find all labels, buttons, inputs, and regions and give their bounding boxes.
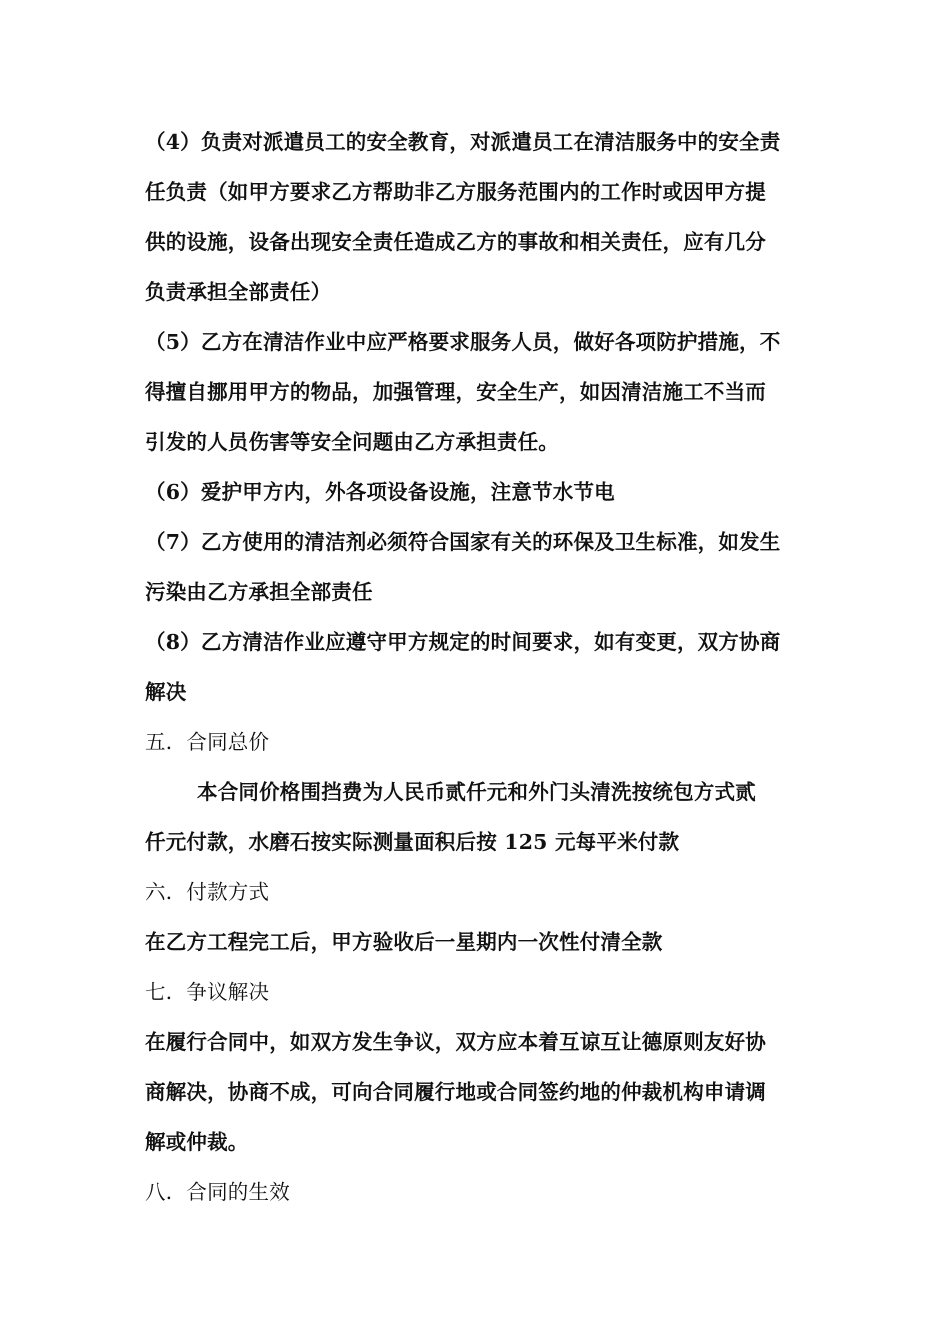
section-7-paragraph-line-1: 在履行合同中，如双方发生争议，双方应本着互谅互让德原则友好协 [145,1030,766,1054]
section-6-heading: 六．付款方式 [145,880,270,904]
section-8-heading: 八．合同的生效 [145,1180,290,1204]
clause-5-line-2: 得擅自挪用甲方的物品，加强管理，安全生产，如因清洁施工不当而 [145,380,766,404]
section-5-paragraph-line-2: 仟元付款，水磨石按实际测量面积后按 125 元每平米付款 [145,830,680,854]
clause-8-line-2: 解决 [145,680,187,704]
section-5-heading: 五．合同总价 [145,730,270,754]
clause-5-line-1: （5）乙方在清洁作业中应严格要求服务人员，做好各项防护措施，不 [145,330,781,354]
section-7-paragraph-line-2: 商解决，协商不成，可向合同履行地或合同签约地的仲裁机构申请调 [145,1080,766,1104]
clause-8-line-1: （8）乙方清洁作业应遵守甲方规定的时间要求，如有变更，双方协商 [145,630,781,654]
section-6-paragraph-line-1: 在乙方工程完工后，甲方验收后一星期内一次性付清全款 [145,930,663,954]
section-5-paragraph-line-1: 本合同价格围挡费为人民币贰仟元和外门头清洗按统包方式贰 [197,780,756,804]
clause-5-line-3: 引发的人员伤害等安全问题由乙方承担责任。 [145,430,559,454]
clause-4-line-3: 供的设施，设备出现安全责任造成乙方的事故和相关责任，应有几分 [145,230,766,254]
clause-4-line-1: （4）负责对派遣员工的安全教育，对派遣员工在清洁服务中的安全责 [145,130,781,154]
clause-7-line-1: （7）乙方使用的清洁剂必须符合国家有关的环保及卫生标准，如发生 [145,530,781,554]
section-7-heading: 七．争议解决 [145,980,270,1004]
section-7-paragraph-line-3: 解或仲裁。 [145,1130,249,1154]
clause-6-line-1: （6）爱护甲方内，外各项设备设施，注意节水节电 [145,480,615,504]
clause-4-line-4: 负责承担全部责任） [145,280,332,304]
document-body [145,117,810,1217]
clause-4-line-2: 任负责（如甲方要求乙方帮助非乙方服务范围内的工作时或因甲方提 [145,180,766,204]
clause-7-line-2: 污染由乙方承担全部责任 [145,580,373,604]
